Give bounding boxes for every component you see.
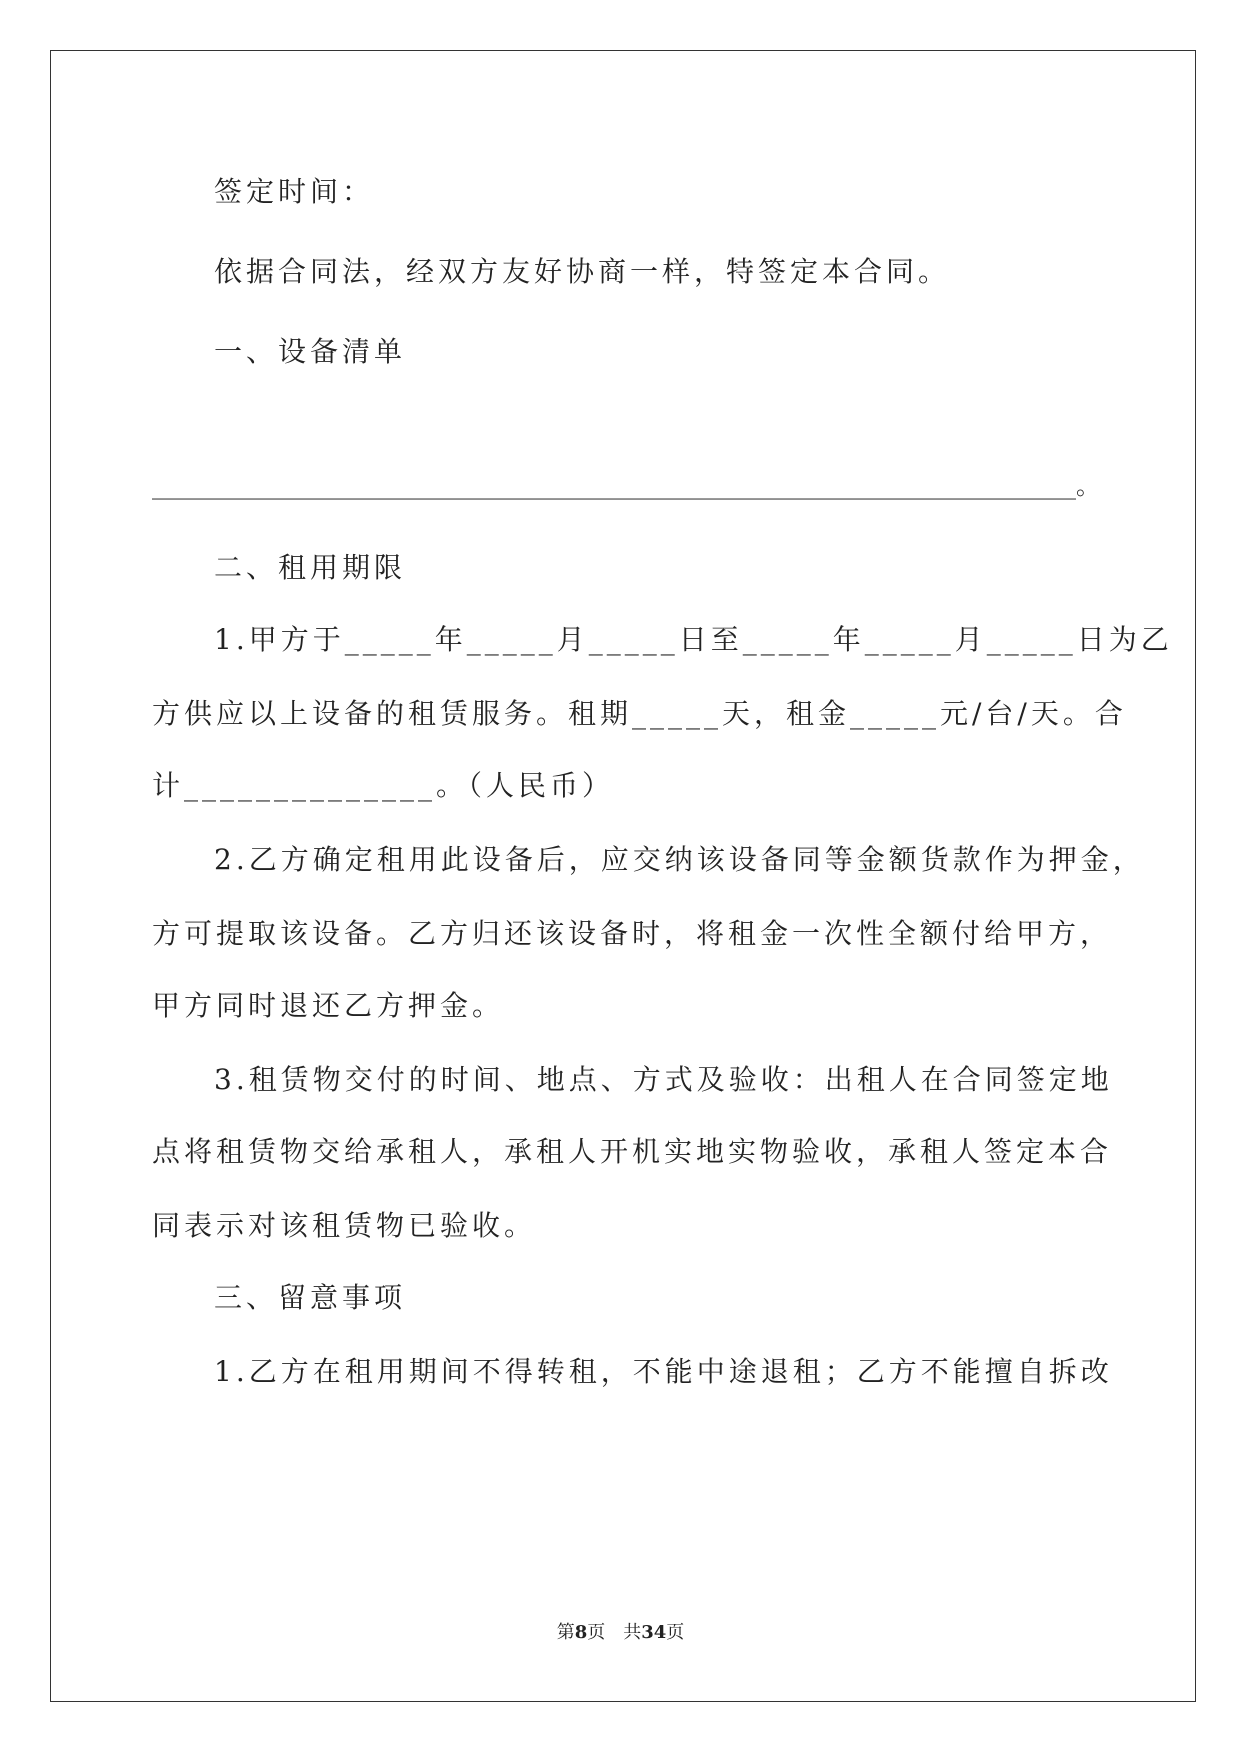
equipment-list-blank: _____________________________________________________________________________。 — [152, 472, 1100, 500]
section-heading-rental-period: 二、租用期限 — [214, 551, 407, 584]
footer-prefix: 第 — [556, 1622, 575, 1643]
footer-total-suffix: 页 — [666, 1622, 685, 1643]
footer-total-pages: 34 — [641, 1622, 667, 1643]
footer-total-prefix: 共 — [623, 1622, 642, 1643]
page-footer — [0, 1621, 1241, 1645]
clause-2-3-line-1: 3.租赁物交付的时间、地点、方式及验收：出租人在合同签定地 — [214, 1063, 1113, 1096]
footer-page-suffix: 页 — [587, 1622, 606, 1643]
footer-page-number: 8 — [574, 1622, 588, 1643]
clause-2-1-line-1: 1.甲方于_____年_____月_____日至_____年_____月_____日为乙 — [214, 623, 1173, 656]
intro-paragraph: 依据合同法，经双方友好协商一样，特签定本合同。 — [214, 255, 951, 288]
clause-3-1-line-1: 1.乙方在租用期间不得转租，不能中途退租；乙方不能擅自拆改 — [214, 1355, 1113, 1388]
clause-2-3-line-2: 点将租赁物交给承租人，承租人开机实地实物验收，承租人签定本合 — [152, 1135, 1113, 1168]
clause-2-1-line-3: 计______________。（人民币） — [152, 769, 615, 802]
clause-2-2-line-3: 甲方同时退还乙方押金。 — [152, 989, 505, 1022]
section-heading-equipment-list: 一、设备清单 — [214, 335, 407, 368]
clause-2-2-line-1: 2.乙方确定租用此设备后，应交纳该设备同等金额货款作为押金， — [214, 843, 1145, 876]
signing-time-label: 签定时间： — [214, 175, 375, 208]
section-heading-notes: 三、留意事项 — [214, 1281, 407, 1314]
clause-2-2-line-2: 方可提取该设备。乙方归还该设备时，将租金一次性全额付给甲方， — [152, 917, 1113, 950]
clause-2-3-line-3: 同表示对该租赁物已验收。 — [152, 1209, 537, 1242]
clause-2-1-line-2: 方供应以上设备的租赁服务。租期_____天，租金_____元/台/天。合 — [152, 697, 1127, 730]
